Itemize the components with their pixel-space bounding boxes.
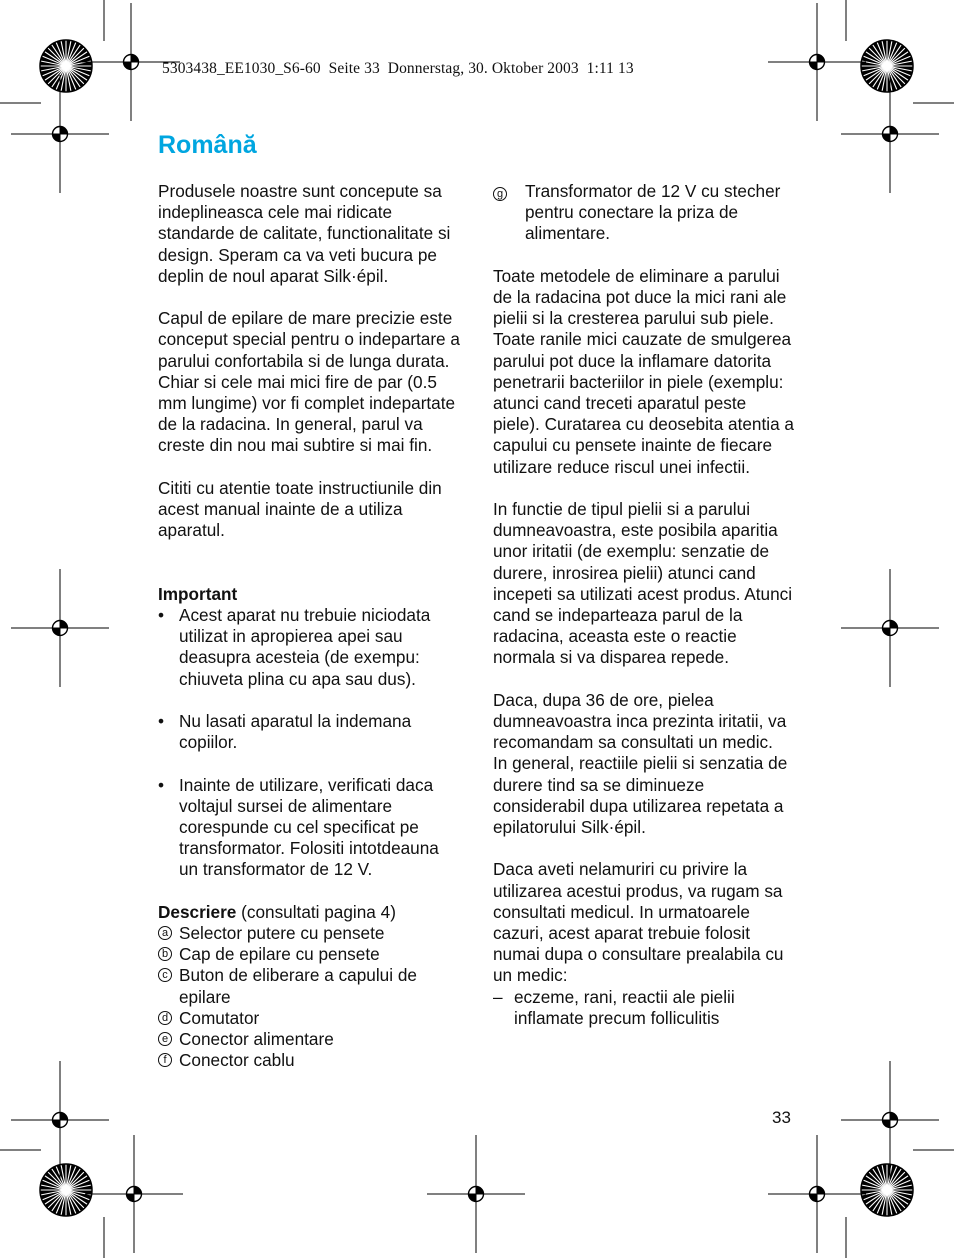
body-paragraph: Daca aveti nelamuriri cu privire la utilizarea acestui produs, va rugam sa consultati medicul. In urmatoarele cazuri, acest aparat trebuie folosit numai dupa o consultare prealabila cu un medic: — [493, 859, 784, 986]
description-item — [158, 1050, 462, 1071]
bullet-symbol: • — [158, 774, 165, 795]
body-paragraph: Daca, dupa 36 de ore, pielea dumneavoastra inca prezinta iritatii, va recomandam sa consultati un medic. — [493, 689, 787, 753]
important-item — [158, 711, 462, 753]
item-letter-g: g — [493, 187, 507, 201]
description-item — [158, 1029, 462, 1050]
description-item-text: Conector cablu — [179, 1050, 295, 1071]
description-reference: (consultati pagina 4) — [236, 901, 396, 922]
description-item-text: Transformator de 12 V cu stecher pentru conectare la priza de alimentare. — [525, 181, 781, 244]
item-letter-a: a — [158, 926, 172, 940]
description-item-text: Cap de epilare cu pensete — [179, 944, 380, 965]
important-item-text: Nu lasati aparatul la indemana copiilor. — [179, 711, 412, 753]
intro-paragraph: Produsele noastre sunt concepute sa indeplineasca cele mai ridicate standarde de calitate, functionalitate si design. Speram ca va veti bucura pe deplin de noul aparat Silk·épil. — [158, 181, 451, 286]
item-letter-c: c — [158, 968, 172, 982]
dash-symbol: – — [493, 986, 503, 1007]
item-letter-e: e — [158, 1032, 172, 1046]
bullet-symbol: • — [158, 711, 165, 731]
description-item — [158, 944, 462, 965]
description-heading-line — [158, 902, 462, 923]
print-header: 5303438_EE1030_S6-60 Seite 33 Donnerstag, 30. Oktober 2003 1:11 13 — [162, 60, 634, 77]
dash-item-text: eczeme, rani, reactii ale pielii inflamate precum folliculitis — [514, 986, 735, 1028]
important-heading: Important — [158, 583, 238, 604]
description-item-text: Conector alimentare — [179, 1029, 334, 1050]
important-list — [158, 605, 462, 881]
important-item — [158, 605, 462, 690]
description-item-text: Buton de eliberare a capului de epilare — [179, 965, 417, 1007]
important-item — [158, 775, 462, 881]
item-letter-d: d — [158, 1011, 172, 1025]
left-column — [158, 181, 462, 1071]
page-title: Română — [158, 131, 257, 159]
body-paragraph: In functie de tipul pielii si a parului dumneavoastra, este posibila aparitia unor iritatii (de exemplu: senzatie de durere, inrosirea pielii) atunci cand incepeti sa utilizati acest produs. Atunci cand se indeparteaza parul de la radacina, aceasta este o reactie normala si va disparea repede. — [493, 499, 793, 668]
description-item — [158, 923, 462, 944]
item-letter-f: f — [158, 1053, 172, 1067]
page-number: 33 — [772, 1108, 791, 1127]
description-item — [158, 965, 462, 1007]
body-paragraph: In general, reactiile pielii si senzatia de durere tind sa se diminueze considerabil dupa utilizarea repetata a epilatorului Silk·épil. — [493, 753, 788, 838]
important-item-text: Acest aparat nu trebuie niciodata utilizat in apropierea apei sau deasupra acesteia (de exempu: chiuveta plina cu apa sau dus). — [179, 605, 431, 689]
description-heading: Descriere — [158, 901, 237, 922]
intro-paragraph: Capul de epilare de mare precizie este conceput special pentru o indepartare a parului confortabila si de lunga durata. Chiar si cele mai mici fire de par (0.5 mm lungime) vor fi complet indepartate de la radacina. In general, parul va creste din nou mai subtire si mai fin. — [158, 308, 460, 456]
intro-paragraph: Cititi cu atentie toate instructiunile din acest manual inainte de a utiliza aparatul. — [158, 477, 442, 541]
description-item-g — [493, 181, 795, 245]
description-item-text: Comutator — [179, 1007, 260, 1028]
description-item — [158, 1008, 462, 1029]
dash-list-item — [493, 987, 795, 1029]
description-item-text: Selector putere cu pensete — [179, 923, 385, 943]
important-item-text: Inainte de utilizare, verificati daca voltajul sursei de alimentare corespunde cu cel specificat pe transformator. Folositi intotdeauna un transformator de 12 V. — [179, 774, 439, 880]
item-letter-b: b — [158, 947, 172, 961]
bullet-symbol: • — [158, 605, 165, 625]
right-column — [493, 181, 795, 1029]
body-paragraph: Toate metodele de eliminare a parului de la radacina pot duce la mici rani ale pielii si la cresterea parului sub piele. Toate ranile mici cauzate de smulgerea parului pot duce la inflamare datorita penetrarii bacteriilor in piele (exemplu: atunci cand treceti aparatul peste piele). Curatarea cu deosebita atentia a capului cu pensete inainte de fiecare utilizare reduce riscul unei infectii. — [493, 265, 794, 477]
